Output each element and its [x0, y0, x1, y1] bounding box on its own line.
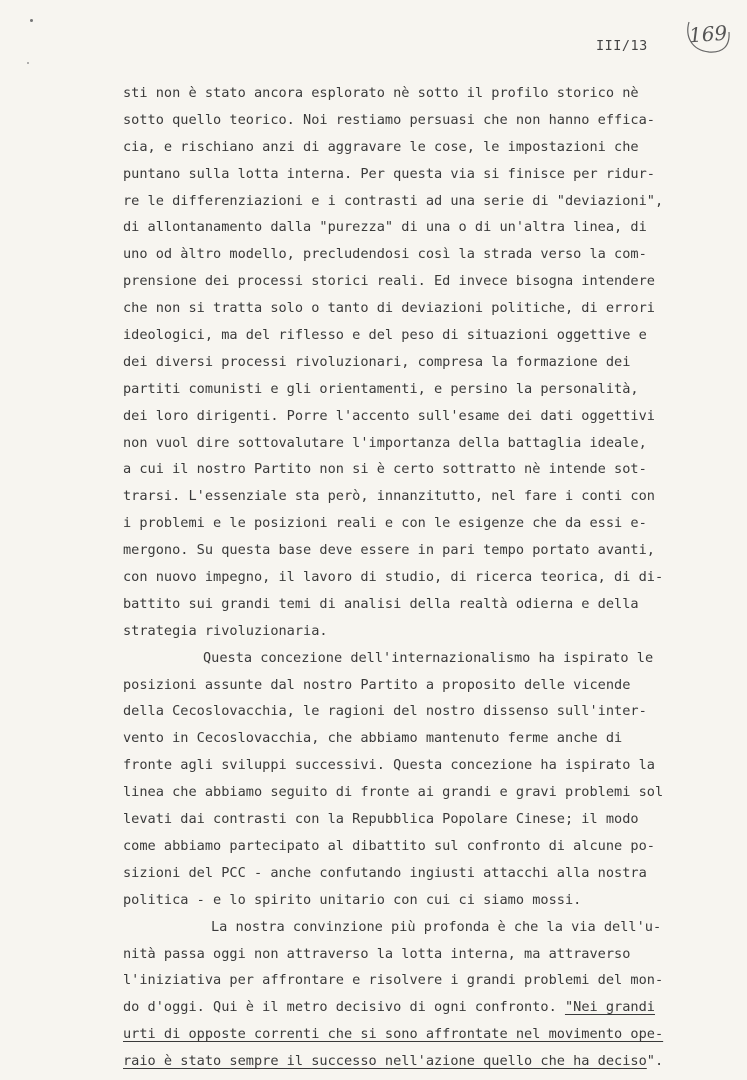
text-line: nità passa oggi non attraverso la lotta interna, ma attraverso	[123, 945, 631, 962]
text-line: mergono. Su questa base deve essere in pari tempo portato avanti,	[123, 542, 655, 559]
underlined-quote-text: raio è stato sempre il successo nell'azione quello che ha deciso	[123, 1053, 647, 1070]
speck-mark	[30, 19, 33, 22]
text-line: fronte agli sviluppi successivi. Questa concezione ha ispirato la	[123, 757, 655, 774]
page-number: III/13	[596, 38, 648, 54]
text-line: posizioni assunte dal nostro Partito a proposito delle vicende	[123, 676, 631, 693]
text-line: che non si tratta solo o tanto di deviazioni politiche, di errori	[123, 300, 655, 317]
quote-end: ".	[646, 1053, 664, 1070]
archive-stamp	[683, 18, 731, 56]
text-line: a cui il nostro Partito non si è certo sottratto nè intende sot-	[123, 461, 647, 478]
text-line: levati dai contrasti con la Repubblica Popolare Cinese; il modo	[123, 811, 639, 828]
stamp-number: 169	[688, 20, 728, 48]
text-line: i problemi e le posizioni reali e con le esigenze che da essi e-	[123, 515, 647, 532]
body-text	[123, 80, 713, 1075]
text-line: con nuovo impegno, il lavoro di studio, di ricerca teorica, di di-	[123, 569, 664, 586]
text-line: sotto quello teorico. Noi restiamo persuasi che non hanno effica-	[123, 111, 655, 128]
text-line: cia, e rischiano anzi di aggravare le cose, le impostazioni che	[123, 138, 639, 155]
text-line: battito sui grandi temi di analisi della realtà odierna e della	[123, 595, 639, 612]
text-line: dei diversi processi rivoluzionari, compresa la formazione dei	[123, 353, 631, 370]
underlined-quote-text: urti di opposte correnti che si sono affrontate nel movimento ope-	[123, 1026, 664, 1043]
text-line: uno od àltro modello, precludendosi così la strada verso la com-	[123, 246, 647, 263]
paragraph-start-line: La nostra convinzione più profonda è che la via dell'u-	[211, 918, 662, 935]
text-line: linea che abbiamo seguito di fronte ai grandi e gravi problemi sol	[123, 784, 664, 801]
underlined-quote-line	[123, 1048, 713, 1075]
text-line: della Cecoslovacchia, le ragioni del nostro dissenso sull'inter-	[123, 703, 647, 720]
underlined-quote-line	[123, 1021, 713, 1048]
text-line: non vuol dire sottovalutare l'importanza della battaglia ideale,	[123, 434, 647, 451]
text-line: vento in Cecoslovacchia, che abbiamo mantenuto ferme anche di	[123, 730, 623, 747]
text-line-with-quote	[123, 994, 713, 1021]
paragraph-start-line: Questa concezione dell'internazionalismo ha ispirato le	[203, 649, 654, 666]
text-line: sti non è stato ancora esplorato nè sotto il profilo storico nè	[123, 85, 639, 101]
text-line: politica - e lo spirito unitario con cui ci siamo mossi.	[123, 891, 582, 908]
text-line: dei loro dirigenti. Porre l'accento sull'esame dei dati oggettivi	[123, 407, 655, 424]
text-line: come abbiamo partecipato al dibattito sul confronto di alcune po-	[123, 837, 655, 854]
text-segment: do d'oggi. Qui è il metro decisivo di ogni confronto.	[123, 999, 565, 1016]
text-line: puntano sulla lotta interna. Per questa via si finisce per ridur-	[123, 165, 655, 182]
text-line: re le differenziazioni e i contrasti ad una serie di "deviazioni",	[123, 192, 664, 209]
speck-mark	[27, 62, 29, 64]
text-line: partiti comunisti e gli orientamenti, e persino la personalità,	[123, 380, 639, 397]
text-line: di allontanamento dalla "purezza" di una o di un'altra linea, di	[123, 219, 647, 236]
text-line: ideologici, ma del riflesso e del peso di situazioni oggettive e	[123, 327, 647, 344]
text-line: prensione dei processi storici reali. Ed invece bisogna intendere	[123, 273, 655, 290]
text-line: trarsi. L'essenziale sta però, innanzitutto, nel fare i conti con	[123, 488, 655, 505]
underlined-quote-start: "Nei grandi	[564, 999, 655, 1016]
text-line: sizioni del PCC - anche confutando ingiusti attacchi alla nostra	[123, 864, 647, 881]
text-line: strategia rivoluzionaria.	[123, 622, 328, 639]
text-line: l'iniziativa per affrontare e risolvere i grandi problemi del mon-	[123, 972, 664, 989]
